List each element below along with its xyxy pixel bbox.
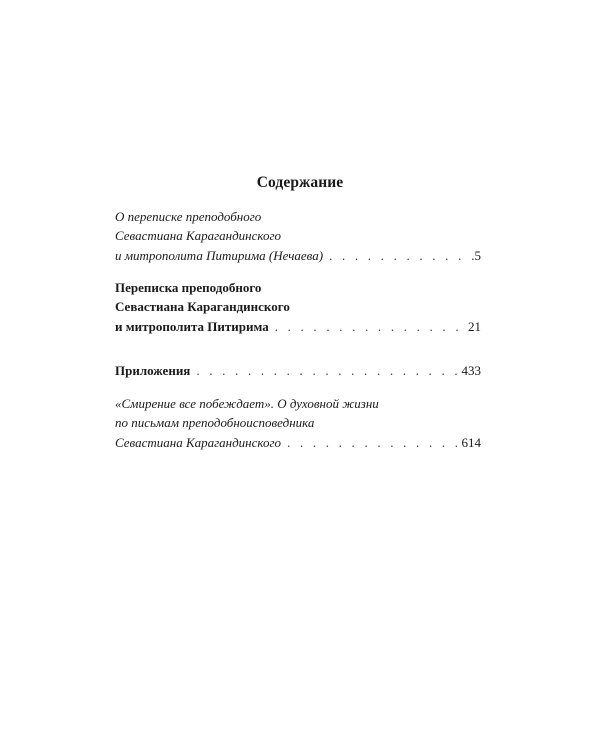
dot-leader bbox=[275, 317, 464, 336]
toc-entry[interactable] bbox=[115, 207, 481, 265]
toc-heading: Содержание bbox=[256, 174, 344, 191]
entry-final-line bbox=[115, 361, 481, 380]
entry-page-number: .5 bbox=[471, 247, 481, 263]
entry-title-line: Переписка преподобного bbox=[115, 280, 262, 295]
entry-final-line bbox=[115, 317, 481, 336]
entry-title-line: О переписке преподобного bbox=[115, 209, 262, 224]
entry-final-line bbox=[115, 433, 481, 452]
toc-entry[interactable] bbox=[115, 394, 481, 452]
entry-page-number: 614 bbox=[461, 434, 481, 450]
entry-page-number: 433 bbox=[461, 363, 481, 378]
entry-title-line: Севастиана Карагандинского bbox=[115, 434, 282, 450]
entry-title-line: и митрополита Питирима bbox=[115, 318, 269, 334]
entry-title-line: и митрополита Питирима (Нечаева) bbox=[115, 247, 324, 263]
entry-title-line: Севастиана Карагандинского bbox=[115, 228, 282, 244]
toc-entry[interactable] bbox=[115, 278, 481, 336]
entry-final-line bbox=[115, 246, 481, 265]
dot-leader bbox=[196, 361, 457, 380]
toc-entry[interactable] bbox=[115, 361, 481, 380]
dot-leader bbox=[287, 433, 457, 452]
entry-title-line: по письмам преподобноисповедника bbox=[115, 415, 315, 431]
entry-title-line: Севастиана Карагандинского bbox=[115, 299, 290, 315]
entry-title-line: Приложения bbox=[115, 363, 191, 378]
dot-leader bbox=[329, 246, 467, 265]
entry-title-line: «Смирение все побеждает». О духовной жизни bbox=[115, 396, 379, 411]
entry-page-number: 21 bbox=[468, 318, 481, 334]
